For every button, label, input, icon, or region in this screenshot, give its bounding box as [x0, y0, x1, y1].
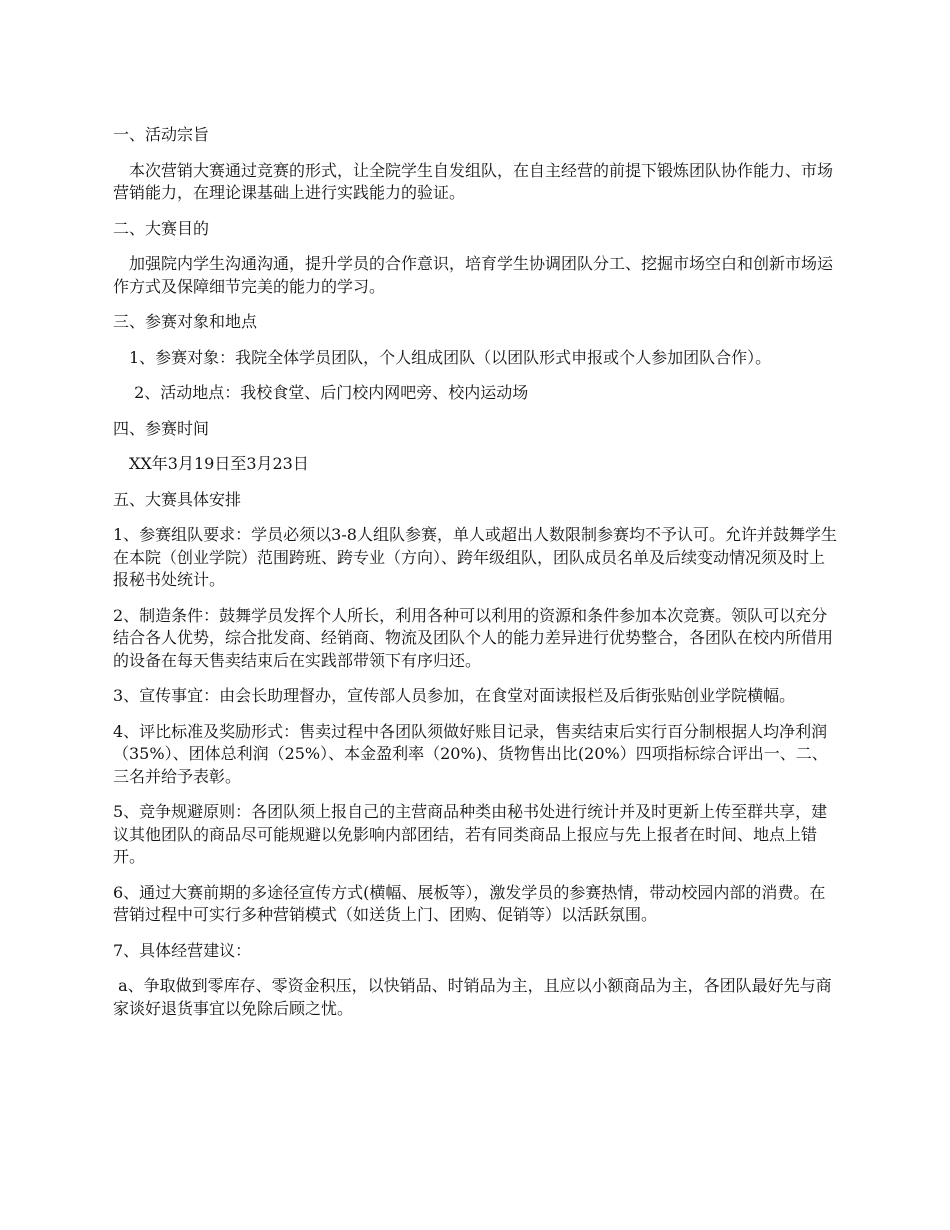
- heading-arrangement: 五、大赛具体安排: [113, 489, 242, 509]
- heading-participants: 三、参赛对象和地点: [113, 312, 258, 331]
- paragraph-suggestion-a: a、争取做到零库存、零资金积压，以快销品、时销品为主，且应以小额商品为主，各团队最好先与商家谈好退货事宜以免除后顾之忧。: [113, 976, 832, 1018]
- heading-goal: 二、大赛目的: [113, 218, 210, 238]
- paragraph-promotion: 6、通过大赛前期的多途径宣传方式(横幅、展板等），激发学员的参赛热情，带动校园内部的消费。在营销过程中可实行多种营销模式（如送货上门、团购、促销等）以活跃氛围。: [113, 882, 826, 924]
- paragraph-location: 2、活动地点：我校食堂、后门校内网吧旁、校内运动场: [113, 383, 529, 402]
- paragraph-competition-rules: 5、竞争规避原则：各团队须上报自己的主营商品种类由秘书处进行统计并及时更新上传至群共享，建议其他团队的商品尽可能规避以免影响内部团结，若有同类商品上报应与先上报者在时间、地点上错开。: [113, 802, 828, 866]
- paragraph-evaluation: 4、评比标准及奖励形式：售卖过程中各团队须做好账目记录，售卖结束后实行百分制根据人均净利润（35%）、团体总利润（25%）、本金盈利率（20%)、货物售出比(20%）四项指标综合评出一、二、三名并给予表彰。: [113, 721, 828, 786]
- paragraph-team-requirements: 1、参赛组队要求：学员必须以3-8人组队参赛，单人或超出人数限制参赛均不予认可。允许并鼓舞学生在本院（创业学院）范围跨班、跨专业（方向）、跨年级组队，团队成员名单及后续变动情况须及时上报秘书处统计。: [113, 525, 837, 589]
- paragraph-publicity: 3、宣传事宜：由会长助理督办，宣传部人员参加，在食堂对面读报栏及后街张贴创业学院横幅。: [113, 686, 796, 705]
- paragraph-goal: 加强院内学生沟通沟通，提升学员的合作意识，培育学生协调团队分工、挖掘市场空白和创新市场运作方式及保障细节完美的能力的学习。: [113, 254, 834, 296]
- paragraph-participants: 1、参赛对象：我院全体学员团队，个人组成团队（以团队形式申报或个人参加团队合作）。: [113, 347, 772, 367]
- paragraph-suggestions-heading: 7、具体经营建议：: [113, 940, 252, 960]
- paragraph-conditions: 2、制造条件：鼓舞学员发挥个人所长，利用各种可以利用的资源和条件参加本次竞赛。领队可以充分结合各人优势，综合批发商、经销商、物流及团队个人的能力差异进行优势整合，各团队在校内所借用的设备在每天售卖结束后在实践部带领下有序归还。: [113, 605, 834, 670]
- heading-time: 四、参赛时间: [113, 418, 210, 438]
- document-page: [113, 124, 840, 1033]
- paragraph-purpose: 本次营销大赛通过竞赛的形式，让全院学生自发组队，在自主经营的前提下锻炼团队协作能力、市场营销能力，在理论课基础上进行实践能力的验证。: [113, 160, 834, 202]
- paragraph-time: XX年3月19日至3月23日: [113, 454, 309, 473]
- heading-purpose: 一、活动宗旨: [113, 125, 210, 144]
